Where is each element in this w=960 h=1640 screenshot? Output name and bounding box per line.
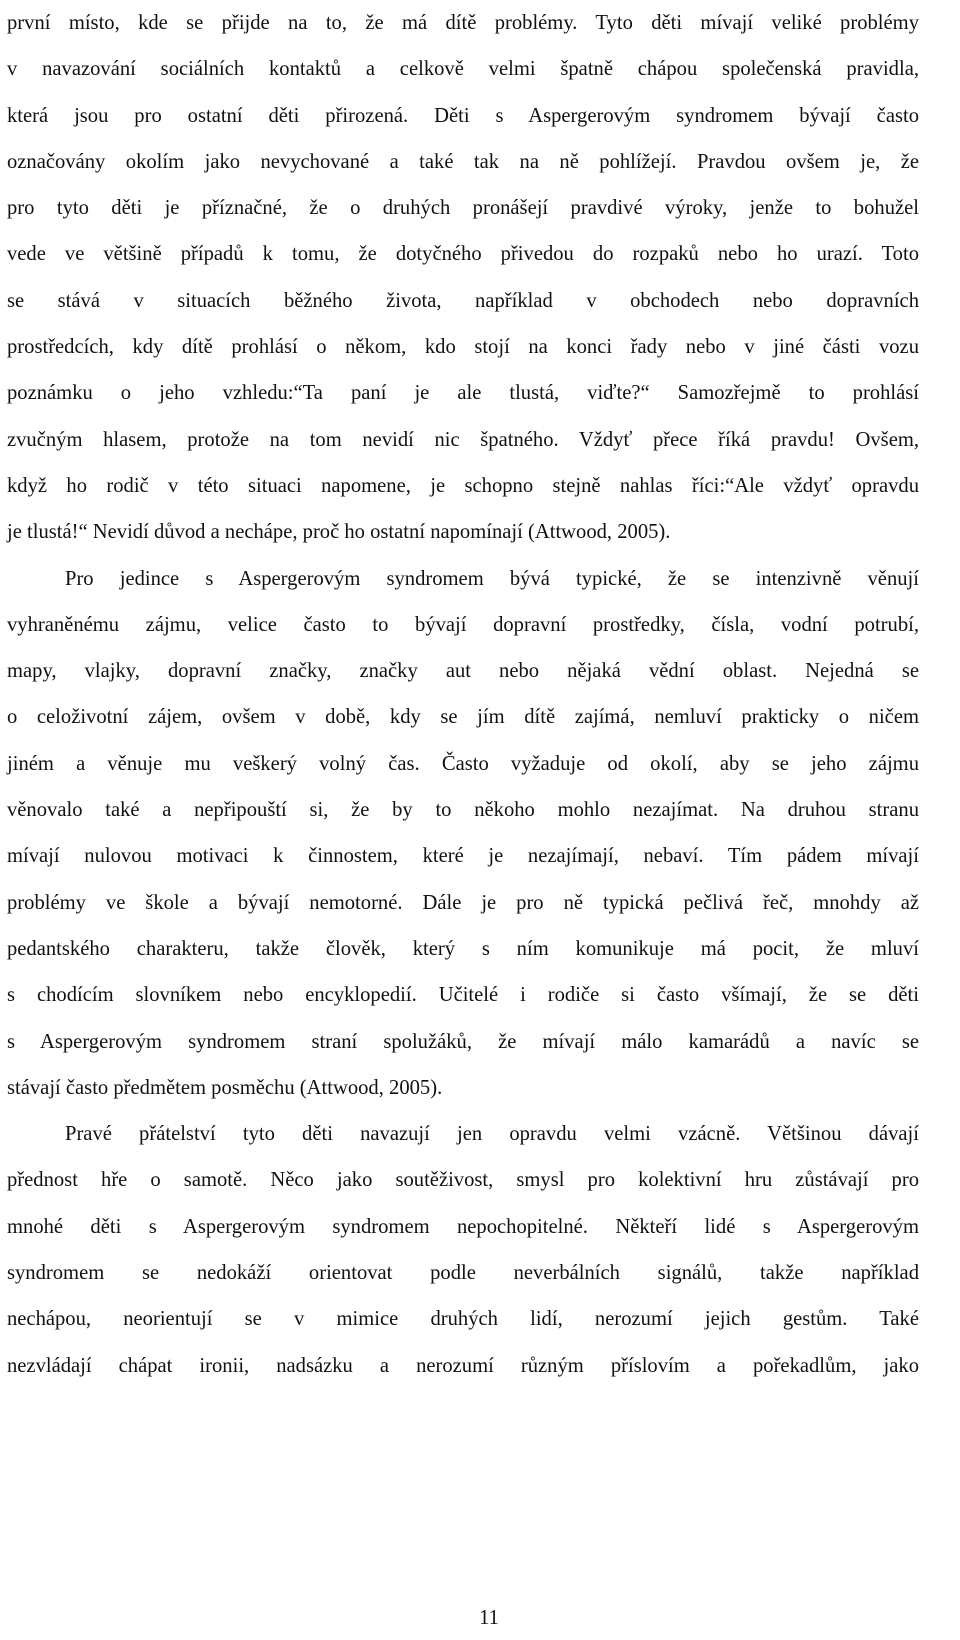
text-line: v navazování sociálních kontaktů a celkově velmi špatně chápou společenská pravidla, [7, 58, 919, 81]
text-line: mnohé děti s Aspergerovým syndromem nepochopitelné. Někteří lidé s Aspergerovým [7, 1215, 919, 1238]
text-line: přednost hře o samotě. Něco jako soutěživost, smysl pro kolektivní hru zůstávají pro [7, 1169, 919, 1192]
text-line: syndromem se nedokáží orientovat podle neverbálních signálů, takže například [7, 1262, 919, 1285]
text-line: poznámku o jeho vzhledu:“Ta paní je ale tlustá, viďte?“ Samozřejmě to prohlásí [7, 382, 919, 405]
page-number-footer [0, 1606, 960, 1630]
text-line: nechápou, neorientují se v mimice druhých lidí, nerozumí jejich gestům. Také [7, 1308, 919, 1331]
text-line: označovány okolím jako nevychované a také tak na ně pohlížejí. Pravdou ovšem je, že [7, 150, 919, 173]
text-line: je tlustá!“ Nevidí důvod a nechápe, proč ho ostatní napomínají (Attwood, 2005). [7, 521, 671, 544]
text-line: s Aspergerovým syndromem straní spolužáků, že mívají málo kamarádů a navíc se [7, 1030, 919, 1053]
text-line: věnovalo také a nepřipouští si, že by to někoho mohlo nezajímat. Na druhou stranu [7, 799, 919, 822]
text-line: mapy, vlajky, dopravní značky, značky aut nebo nějaká vědní oblast. Nejedná se [7, 660, 919, 683]
text-line: se stává v situacích běžného života, například v obchodech nebo dopravních [7, 289, 919, 312]
text-line: nezvládají chápat ironii, nadsázku a nerozumí různým příslovím a pořekadlům, jako [7, 1354, 919, 1377]
text-line: o celoživotní zájem, ovšem v době, kdy se jím dítě zajímá, nemluví prakticky o ničem [7, 706, 919, 729]
paragraph-first-line: Pro jedince s Aspergerovým syndromem bývá typické, že se intenzivně věnují [65, 567, 919, 590]
text-line: zvučným hlasem, protože na tom nevidí nic špatného. Vždyť přece říká pravdu! Ovšem, [7, 428, 919, 451]
text-line: problémy ve škole a bývají nemotorné. Dále je pro ně typická pečlivá řeč, mnohdy až [7, 891, 919, 914]
text-line: pedantského charakteru, takže člověk, který s ním komunikuje má pocit, že mluví [7, 937, 919, 960]
page-number: 11 [479, 1607, 499, 1629]
text-line: první místo, kde se přijde na to, že má dítě problémy. Tyto děti mívají veliké problémy [7, 12, 919, 34]
text-line: s chodícím slovníkem nebo encyklopedií. Učitelé i rodiče si často všímají, že se děti [7, 984, 919, 1007]
text-line: vyhraněnému zájmu, velice často to bývají dopravní prostředky, čísla, vodní potrubí, [7, 613, 919, 636]
text-line: jiném a věnuje mu veškerý volný čas. Často vyžaduje od okolí, aby se jeho zájmu [7, 752, 919, 775]
paragraph-first-line: Pravé přátelství tyto děti navazují jen opravdu velmi vzácně. Většinou dávají [65, 1123, 919, 1146]
text-line: prostředcích, kdy dítě prohlásí o někom, kdo stojí na konci řady nebo v jiné části vozu [7, 336, 919, 359]
text-line: pro tyto děti je příznačné, že o druhých pronášejí pravdivé výroky, jenže to bohužel [7, 197, 919, 220]
text-line: když ho rodič v této situaci napomene, je schopno stejně nahlas říci:“Ale vždyť opravdu [7, 474, 919, 497]
text-line: která jsou pro ostatní děti přirozená. Děti s Aspergerovým syndromem bývají často [7, 104, 919, 127]
text-line: stávají často předmětem posměchu (Attwood, 2005). [7, 1076, 443, 1099]
body-text [7, 0, 919, 1389]
text-line: mívají nulovou motivaci k činnostem, které je nezajímají, nebaví. Tím pádem mívají [7, 845, 919, 868]
text-line: vede ve většině případů k tomu, že dotyčného přivedou do rozpaků nebo ho urazí. Toto [7, 243, 919, 266]
